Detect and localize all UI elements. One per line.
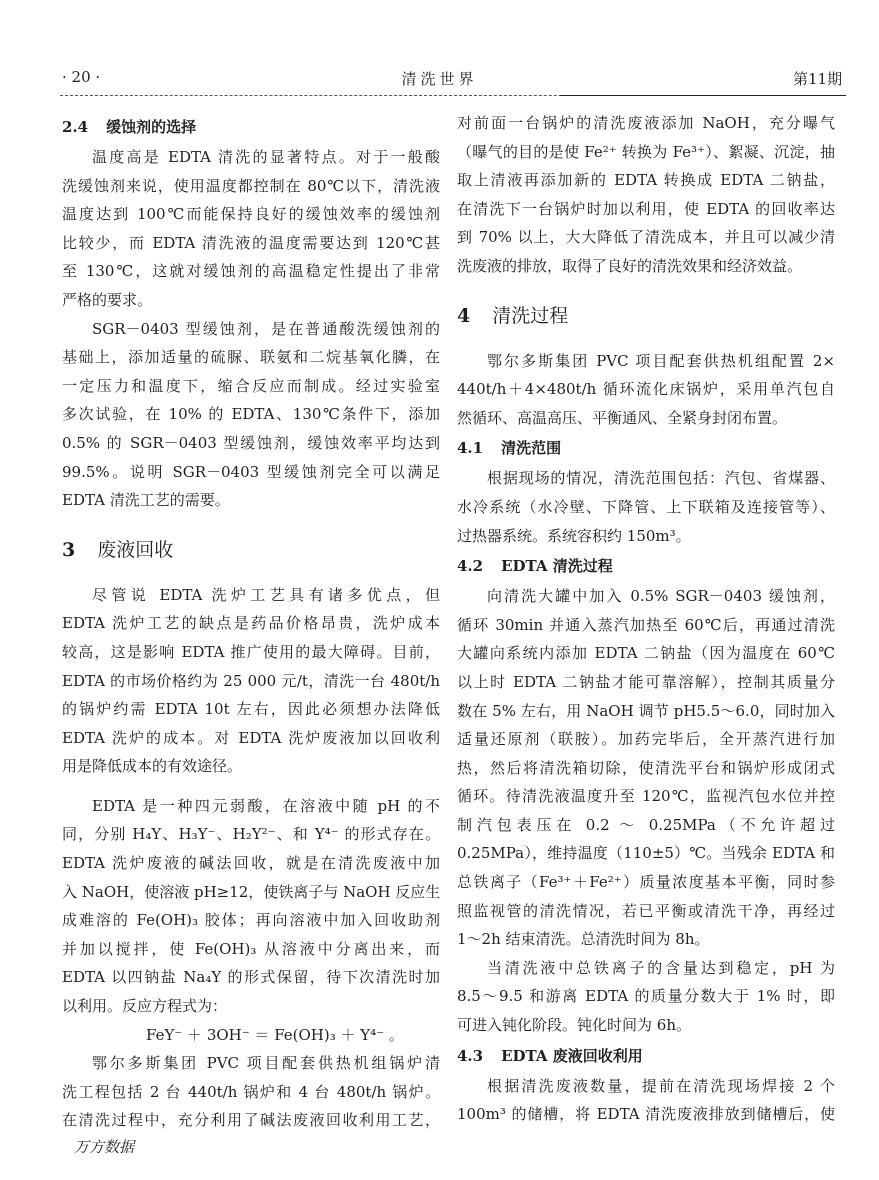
text-line: 根据清洗废液数量，提前在清洗现场焊接 2 个 xyxy=(487,1076,835,1095)
text-line: 至 130℃，这就对缓蚀剂的高温稳定性提出了非常 xyxy=(62,262,440,281)
text-line: 温度高是 EDTA 清洗的显著特点。对于一般酸 xyxy=(92,148,440,166)
watermark-text: 万方数据 xyxy=(74,1138,135,1156)
paragraph xyxy=(62,1049,440,1135)
heading-number: 4.3 xyxy=(457,1046,484,1065)
text-line: 成难溶的 Fe(OH)₃ 胶体；再向溶液中加入回收助剂 xyxy=(62,911,440,930)
text-line: 0.25MPa），维持温度（110±5）℃。当残余 EDTA 和 xyxy=(457,844,835,863)
heading-title: 废液回收 xyxy=(97,538,174,561)
text-line: 根据现场的情况，清洗范围包括：汽包、省煤器、 xyxy=(487,469,835,488)
text-line: 到 70% 以上，大大降低了清洗成本，并且可以减少清 xyxy=(457,228,835,247)
text-line: 制汽包表压在 0.2 ～ 0.25MPa（不允许超过 xyxy=(457,815,835,834)
text-line: EDTA 以四钠盐 Na₄Y 的形式保留，待下次清洗时加 xyxy=(62,968,440,987)
subsection-heading xyxy=(457,432,835,464)
text-line: 可进入钝化阶段。钝化时间为 6h。 xyxy=(457,1016,691,1035)
text-line: 对前面一台锅炉的清洗废液添加 NaOH，充分曝气 xyxy=(457,114,835,132)
heading-title: 清洗过程 xyxy=(492,304,569,327)
heading-number: 4.1 xyxy=(457,439,484,458)
text-line: 洗废液的排放，取得了良好的清洗效果和经济效益。 xyxy=(457,256,803,275)
paragraph xyxy=(457,347,835,433)
text-line: EDTA 洗炉工艺的缺点是药品价格昂贵，洗炉成本 xyxy=(62,614,440,633)
subsection-heading xyxy=(457,550,835,582)
text-line: 适量还原剂（联胺）。加药完毕后，全开蒸汽进行加 xyxy=(457,730,835,749)
text-line: （曝气的目的是使 Fe²⁺ 转换为 Fe³⁺）、絮凝、沉淀，抽 xyxy=(457,142,835,161)
equation: FeY⁻ ＋ 3OH⁻ ＝ Fe(OH)₃ ＋ Y⁴⁻ 。 xyxy=(146,1025,404,1044)
text-line: 过热器系统。系统容积约 150m³。 xyxy=(457,526,691,545)
text-line: 向清洗大罐中加入 0.5% SGR－0403 缓蚀剂， xyxy=(487,587,835,606)
text-line: 然循环、高温高压、平衡通风、全紧身封闭布置。 xyxy=(457,408,788,427)
heading-number: 4 xyxy=(457,304,471,327)
text-line: 在清洗下一台锅炉时加以利用，使 EDTA 的回收率达 xyxy=(457,199,835,218)
subsection-heading xyxy=(62,111,440,143)
right-column xyxy=(457,109,835,1129)
paragraph xyxy=(457,1072,835,1129)
text-line: 取上清液再添加新的 EDTA 转换成 EDTA 二钠盐， xyxy=(457,171,835,190)
text-line: 严格的要求。 xyxy=(62,290,153,309)
text-line: 用是降低成本的有效途径。 xyxy=(62,757,243,776)
text-line: 并加以搅拌，使 Fe(OH)₃ 从溶液中分离出来，而 xyxy=(62,939,440,958)
text-line: 以上时 EDTA 二钠盐才能可靠溶解），控制其质量分 xyxy=(457,672,835,691)
text-line: 当清洗液中总铁离子的含量达到稳定，pH 为 xyxy=(487,958,835,977)
text-line: 照监视管的清洗情况，若已平衡或清洗干净，再经过 xyxy=(457,901,835,920)
paragraph xyxy=(62,143,440,315)
text-line: 大罐向系统内添加 EDTA 二钠盐（因为温度在 60℃ xyxy=(457,644,835,663)
paragraph xyxy=(62,581,440,781)
text-line: 多次试验，在 10% 的 EDTA、130℃条件下，添加 xyxy=(62,405,440,424)
header-rule-solid xyxy=(560,95,846,96)
text-line: 同，分别 H₄Y、H₃Y⁻、H₂Y²⁻、和 Y⁴⁻ 的形式存在。 xyxy=(62,825,440,844)
text-line: 入 NaOH，使溶液 pH≥12，使铁离子与 NaOH 反应生 xyxy=(62,882,441,901)
text-line: EDTA 清洗工艺的需要。 xyxy=(62,491,230,510)
page-number: · 20 · xyxy=(62,68,101,86)
heading-title: EDTA 清洗过程 xyxy=(501,557,613,576)
text-line: 数在 5% 左右，用 NaOH 调节 pH5.5～6.0，同时加入 xyxy=(457,701,835,720)
subsection-heading xyxy=(457,1040,835,1072)
text-line: 洗工程包括 2 台 440t/h 锅炉和 4 台 480t/h 锅炉。 xyxy=(62,1082,440,1101)
paragraph xyxy=(457,464,835,550)
heading-number: 4.2 xyxy=(457,557,484,576)
text-line: 热，然后将清洗箱切除，使清洗平台和锅炉形成闭式 xyxy=(457,758,835,777)
text-line: EDTA 是一种四元弱酸，在溶液中随 pH 的不 xyxy=(92,796,440,815)
text-line: 总铁离子（Fe³⁺＋Fe²⁺）质量浓度基本平衡，同时参 xyxy=(457,873,835,892)
text-line: 的锅炉约需 EDTA 10t 左右，因此必须想办法降低 xyxy=(62,700,440,719)
paragraph xyxy=(457,954,835,1040)
text-line: 8.5～9.5 和游离 EDTA 的质量分数大于 1% 时，即 xyxy=(457,987,835,1006)
text-line: 100m³ 的储槽，将 EDTA 清洗废液排放到储槽后，使 xyxy=(457,1105,835,1124)
text-line: 在清洗过程中，充分利用了碱法废液回收利用工艺， xyxy=(62,1111,440,1130)
text-line: 以利用。反应方程式为： xyxy=(62,997,228,1016)
left-column xyxy=(62,111,440,1135)
text-line: 尽管说 EDTA 洗炉工艺具有诸多优点，但 xyxy=(92,585,440,604)
paragraph xyxy=(62,792,440,1021)
heading-title: EDTA 废液回收利用 xyxy=(501,1046,643,1065)
text-line: 循环 30min 并通入蒸汽加热至 60℃后，再通过清洗 xyxy=(457,615,835,634)
text-line: EDTA 的市场价格约为 25 000 元/t，清洗一台 480t/h xyxy=(62,671,440,690)
heading-title: 缓蚀剂的选择 xyxy=(106,118,197,136)
running-title: 清洗世界 xyxy=(401,70,478,88)
paragraph xyxy=(62,315,440,515)
text-line: 温度达到 100℃而能保持良好的缓蚀效率的缓蚀剂 xyxy=(62,205,440,224)
text-line: SGR－0403 型缓蚀剂，是在普通酸洗缓蚀剂的 xyxy=(92,319,440,338)
text-line: 鄂尔多斯集团 PVC 项目配套供热机组配置 2× xyxy=(487,351,835,370)
text-line: 440t/h＋4×480t/h 循环流化床锅炉，采用单汽包自 xyxy=(457,380,835,399)
text-line: 比较少，而 EDTA 清洗液的温度需要达到 120℃甚 xyxy=(62,233,440,252)
section-heading xyxy=(457,285,835,347)
text-line: 基础上，添加适量的硫脲、联氨和二烷基氧化膦，在 xyxy=(62,348,440,367)
heading-title: 清洗范围 xyxy=(501,439,562,458)
heading-number: 2.4 xyxy=(62,118,89,136)
paragraph xyxy=(457,582,835,954)
text-line: 洗缓蚀剂来说，使用温度都控制在 80℃以下，清洗液 xyxy=(62,176,440,195)
text-line: EDTA 洗炉废液的碱法回收，就是在清洗废液中加 xyxy=(62,854,440,873)
text-line: 一定压力和温度下，缩合反应而制成。经过实验室 xyxy=(62,376,440,395)
issue-number: 第11期 xyxy=(793,70,843,88)
text-line: 循环。待清洗液温度升至 120℃，监视汽包水位并控 xyxy=(457,787,835,806)
text-line: 较高，这是影响 EDTA 推广使用的最大障碍。目前， xyxy=(62,642,440,661)
text-line: 鄂尔多斯集团 PVC 项目配套供热机组锅炉清 xyxy=(92,1054,440,1073)
text-line: 0.5% 的 SGR－0403 型缓蚀剂，缓蚀效率平均达到 xyxy=(62,433,440,452)
text-line: 99.5%。说明 SGR－0403 型缓蚀剂完全可以满足 xyxy=(62,462,440,481)
text-line: 1～2h 结束清洗。总清洗时间为 8h。 xyxy=(457,930,710,949)
text-line: 水冷系统（水冷壁、下降管、上下联箱及连接管等）、 xyxy=(457,497,835,516)
paragraph xyxy=(457,109,835,281)
text-line: EDTA 洗炉的成本。对 EDTA 洗炉废液加以回收利 xyxy=(62,728,440,747)
section-heading xyxy=(62,519,440,581)
heading-number: 3 xyxy=(62,538,76,561)
